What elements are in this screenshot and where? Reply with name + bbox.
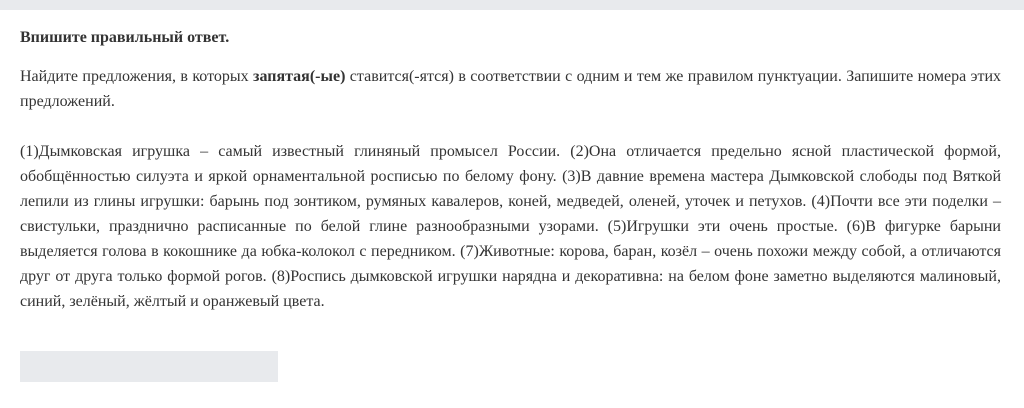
instruction-emphasis: запятая(-ые) [253,68,346,85]
passage-text: (1)Дымковская игрушка – самый известный глиняный промысел России. (2)Она отличается предельно ясной пластической формой, обобщённостью силуэта и яркой орнаментальной росписью по белому фону. (3)В давние времена мастера Дымковской слободы под Вяткой лепили из глины игрушки: барынь под зонтиком, румяных кавалеров, коней, медведей, оленей, уточек и петухов. (4)Почти все эти поделки – свистульки, празднично расписанные по белой глине разнообразными узорами. (5)Игрушки эти очень простые. (6)В фигурке барыни выделяется голова в кокошнике да юбка-колокол с передником. (7)Животные: корова, баран, козёл – очень похожи между собой, а отличаются друг от друга только формой рогов. (8)Роспись дымковской игрушки нарядна и декоративна: на белом фоне заметно выделяются малиновый, синий, зелёный, жёлтый и оранжевый цвета. [20,143,1001,310]
top-bar [0,0,1024,10]
task-content [20,26,1001,314]
task-instruction [20,64,1001,114]
answer-input[interactable] [20,351,278,382]
task-heading: Впишите правильный ответ. [20,29,230,46]
instruction-text-rest: ставится(-ятся) в соответствии с одним и тем же правилом пунктуации. Запишите номера этих предложений. [20,68,1002,110]
instruction-text: Найдите предложения, в которых [20,68,254,85]
spacer [20,114,1001,139]
